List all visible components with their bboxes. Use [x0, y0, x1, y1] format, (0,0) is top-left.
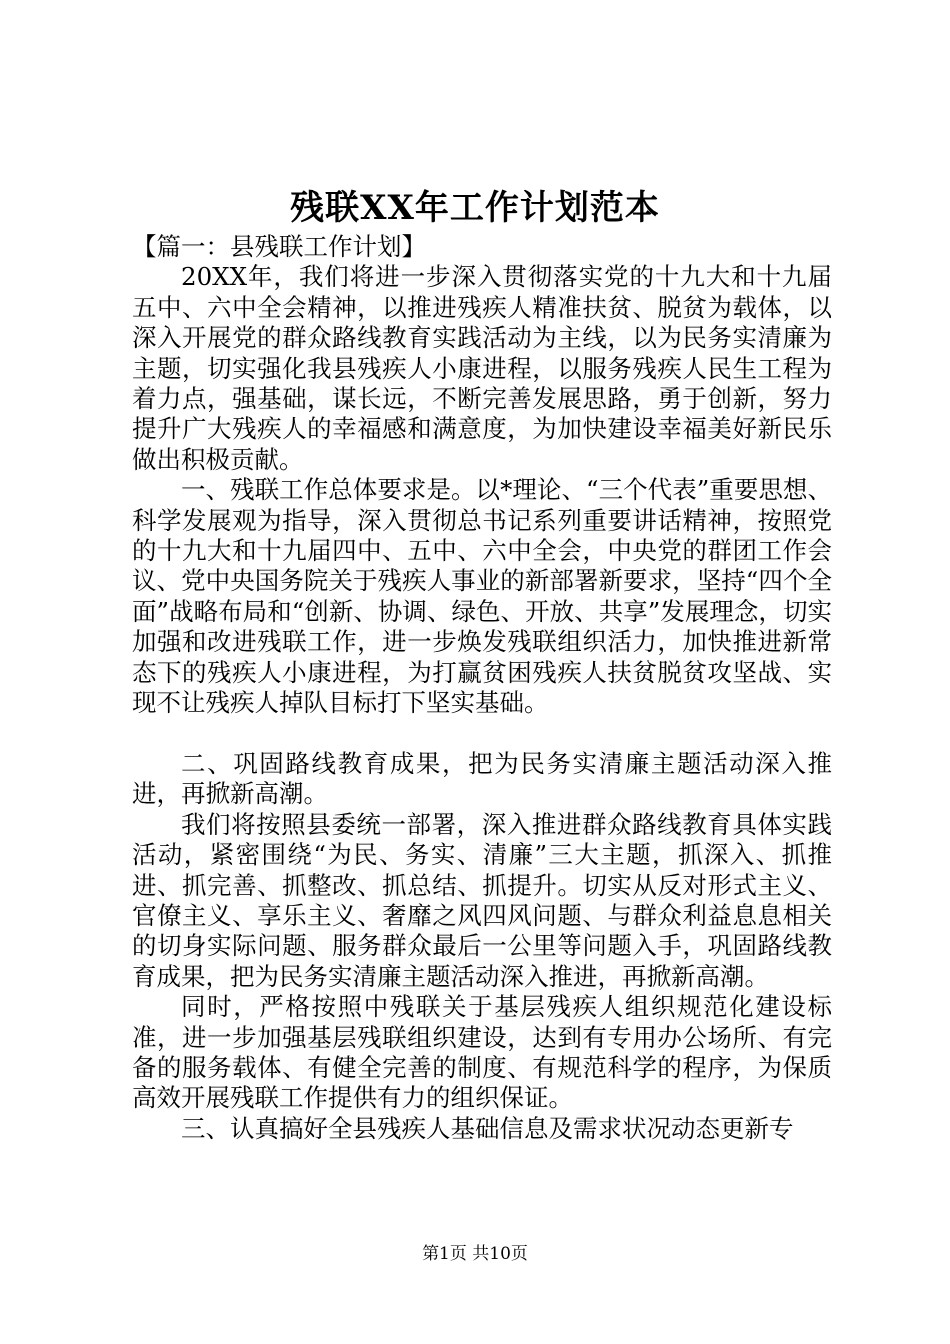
paragraph-general-requirements: 一、残联工作总体要求是。以*理论、“三个代表”重要思想、科学发展观为指导，深入贯彻总书记系列重要讲话精神，按照党的十九大和十九届四中、五中、六中全会，中央党的群团工作会议、党中央国务院关于残疾人事业的新部署新要求，坚持“四个全面”战略布局和“创新、协调、绿色、开放、共享”发展理念，切实加强和改进残联工作，进一步焕发残联组织活力，加快推进新常态下的残疾人小康进程，为打赢贫困残疾人扶贫脱贫攻坚战、实现不让残疾人掉队目标打下坚实基础。	[132, 475, 832, 718]
paragraph-grassroots: 同时，严格按照中残联关于基层残疾人组织规范化建设标准，进一步加强基层残联组织建设，达到有专用办公场所、有完备的服务载体、有健全完善的制度、有规范科学的程序，为保质高效开展残联工作提供有力的组织保证。	[132, 992, 832, 1113]
paragraph-mass-line: 我们将按照县委统一部署，深入推进群众路线教育具体实践活动，紧密围绕“为民、务实、清廉”三大主题，抓深入、抓推进、抓完善、抓整改、抓总结、抓提升。切实从反对形式主义、官僚主义、享乐主义、奢靡之风四风问题、与群众利益息息相关的切身实际问题、服务群众最后一公里等问题入手，巩固路线教育成果，把为民务实清廉主题活动深入推进，再掀新高潮。	[132, 809, 832, 991]
paragraph-section-two: 二、巩固路线教育成果，把为民务实清廉主题活动深入推进，再掀新高潮。	[132, 748, 832, 809]
document-title: 残联XX年工作计划范本	[290, 188, 660, 228]
paragraph-intro: 20XX年，我们将进一步深入贯彻落实党的十九大和十九届五中、六中全会精神，以推进残疾人精准扶贫、脱贫为载体，以深入开展党的群众路线教育实践活动为主线，以为民务实清廉为主题，切实强化我县残疾人小康进程，以服务残疾人民生工程为着力点，强基础，谋长远，不断完善发展思路，勇于创新，努力提升广大残疾人的幸福感和满意度，为加快建设幸福美好新民乐做出积极贡献。	[132, 262, 832, 474]
document-body	[132, 232, 832, 1144]
paragraph-section-three: 三、认真搞好全县残疾人基础信息及需求状况动态更新专	[181, 1113, 794, 1143]
section-heading: 【篇一：县残联工作计划】	[132, 232, 426, 261]
paragraph-spacer	[132, 719, 832, 749]
page-number-footer: 第1页 共10页	[422, 1244, 528, 1264]
